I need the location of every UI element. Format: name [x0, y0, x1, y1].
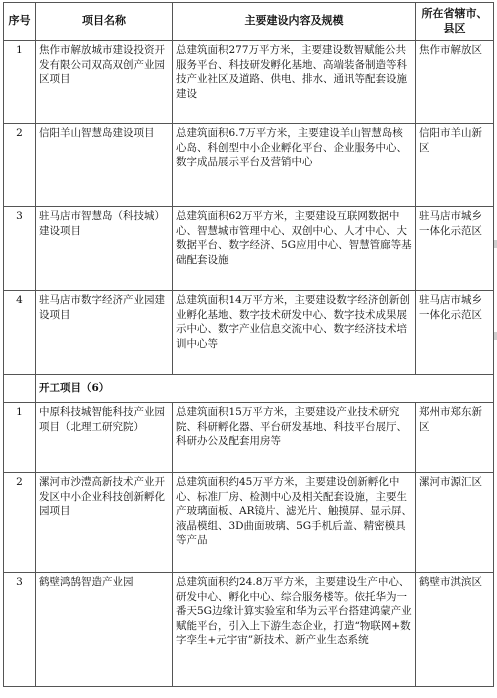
- row-number: 2: [4, 473, 36, 573]
- row-location: 信阳市羊山新区: [416, 124, 494, 207]
- row-content: 总建筑面积62万平方米，主要建设互联网数据中心、智慧城市管理中心、双创中心、人才中心、大数据平台、数字经济、5G应用中心、智慧管廊等基础配套设施: [173, 207, 416, 291]
- row-number: 1: [4, 403, 36, 473]
- row-content: 总建筑面积约45万平方米，主要建设创新孵化中心、标准厂房、检测中心及相关配套设施，主要生产玻璃面板、AR镜片、滤光片、触摸屏、显示屏、液晶模组、3D曲面玻璃、5G手机后盖、精密模具等产品: [173, 473, 416, 573]
- row-content: 总建筑面积14万平方米，主要建设数字经济创新创业孵化基地、数字技术研发中心、数字技术成果展示中心、数字产业信息交流中心、数字经济技术培训中心等: [173, 291, 416, 375]
- project-table: [3, 2, 494, 687]
- section-row: [4, 375, 494, 403]
- header-content: 主要建设内容及规模: [173, 3, 416, 41]
- row-number: 1: [4, 41, 36, 124]
- row-location: 驻马店市城乡一体化示范区: [416, 291, 494, 375]
- header-number: 序号: [4, 3, 36, 41]
- row-number: 3: [4, 207, 36, 291]
- header-location: 所在省辖市、县区: [416, 3, 494, 41]
- table-row: [4, 41, 494, 124]
- row-project-name: 漯河市沙澧高新技术产业开发区中小企业科技创新孵化园项目: [36, 473, 173, 573]
- row-project-name: 鹤壁鸿鹄智造产业园: [36, 573, 173, 687]
- row-number: 4: [4, 291, 36, 375]
- row-project-name: 驻马店市数字经济产业园建设项目: [36, 291, 173, 375]
- row-content: 总建筑面积约24.8万平方米，主要建设生产中心、研发中心、孵化中心、综合服务楼等。依托华为一番天5G边缘计算实验室和华为云平台搭建鸿蒙产业赋能平台，引入上下游生态企业，打造“物联网+数字孪生+元宇宙”新技术、新产业生态系统: [173, 573, 416, 687]
- table-row: [4, 573, 494, 687]
- header-project-name: 项目名称: [36, 3, 173, 41]
- row-content: 总建筑面积15万平方米，主要建设产业技术研究院、科研孵化器、平台研发基地、科技平台展厅、科研办公及配套用房等: [173, 403, 416, 473]
- row-number: 3: [4, 573, 36, 687]
- row-project-name: 信阳羊山智慧岛建设项目: [36, 124, 173, 207]
- row-location: 焦作市解放区: [416, 41, 494, 124]
- row-location: 鹤壁市淇滨区: [416, 573, 494, 687]
- row-number: 2: [4, 124, 36, 207]
- table-row: [4, 207, 494, 291]
- row-project-name: 焦作市解放城市建设投资开发有限公司双高双创产业园区项目: [36, 41, 173, 124]
- table-row: [4, 403, 494, 473]
- row-location: 郑州市郑东新区: [416, 403, 494, 473]
- table-row: [4, 291, 494, 375]
- row-location: 漯河市源汇区: [416, 473, 494, 573]
- row-project-name: 中原科技城智能科技产业园项目（北理工研究院）: [36, 403, 173, 473]
- table-header-row: [4, 3, 494, 41]
- section-label: 开工项目（6）: [36, 375, 494, 403]
- row-content: 总建筑面积277万平方米，主要建设数智赋能公共服务平台、科技研发孵化基地、高端装备制造等科技产业社区及道路、供电、排水、通讯等配套设施建设: [173, 41, 416, 124]
- table-row: [4, 124, 494, 207]
- row-project-name: 驻马店市智慧岛（科技城）建设项目: [36, 207, 173, 291]
- row-location: 驻马店市城乡一体化示范区: [416, 207, 494, 291]
- table-row: [4, 473, 494, 573]
- row-content: 总建筑面积6.7万平方米，主要建设羊山智慧岛核心岛、科创型中小企业孵化平台、企业服务中心、数字成品展示平台及营销中心: [173, 124, 416, 207]
